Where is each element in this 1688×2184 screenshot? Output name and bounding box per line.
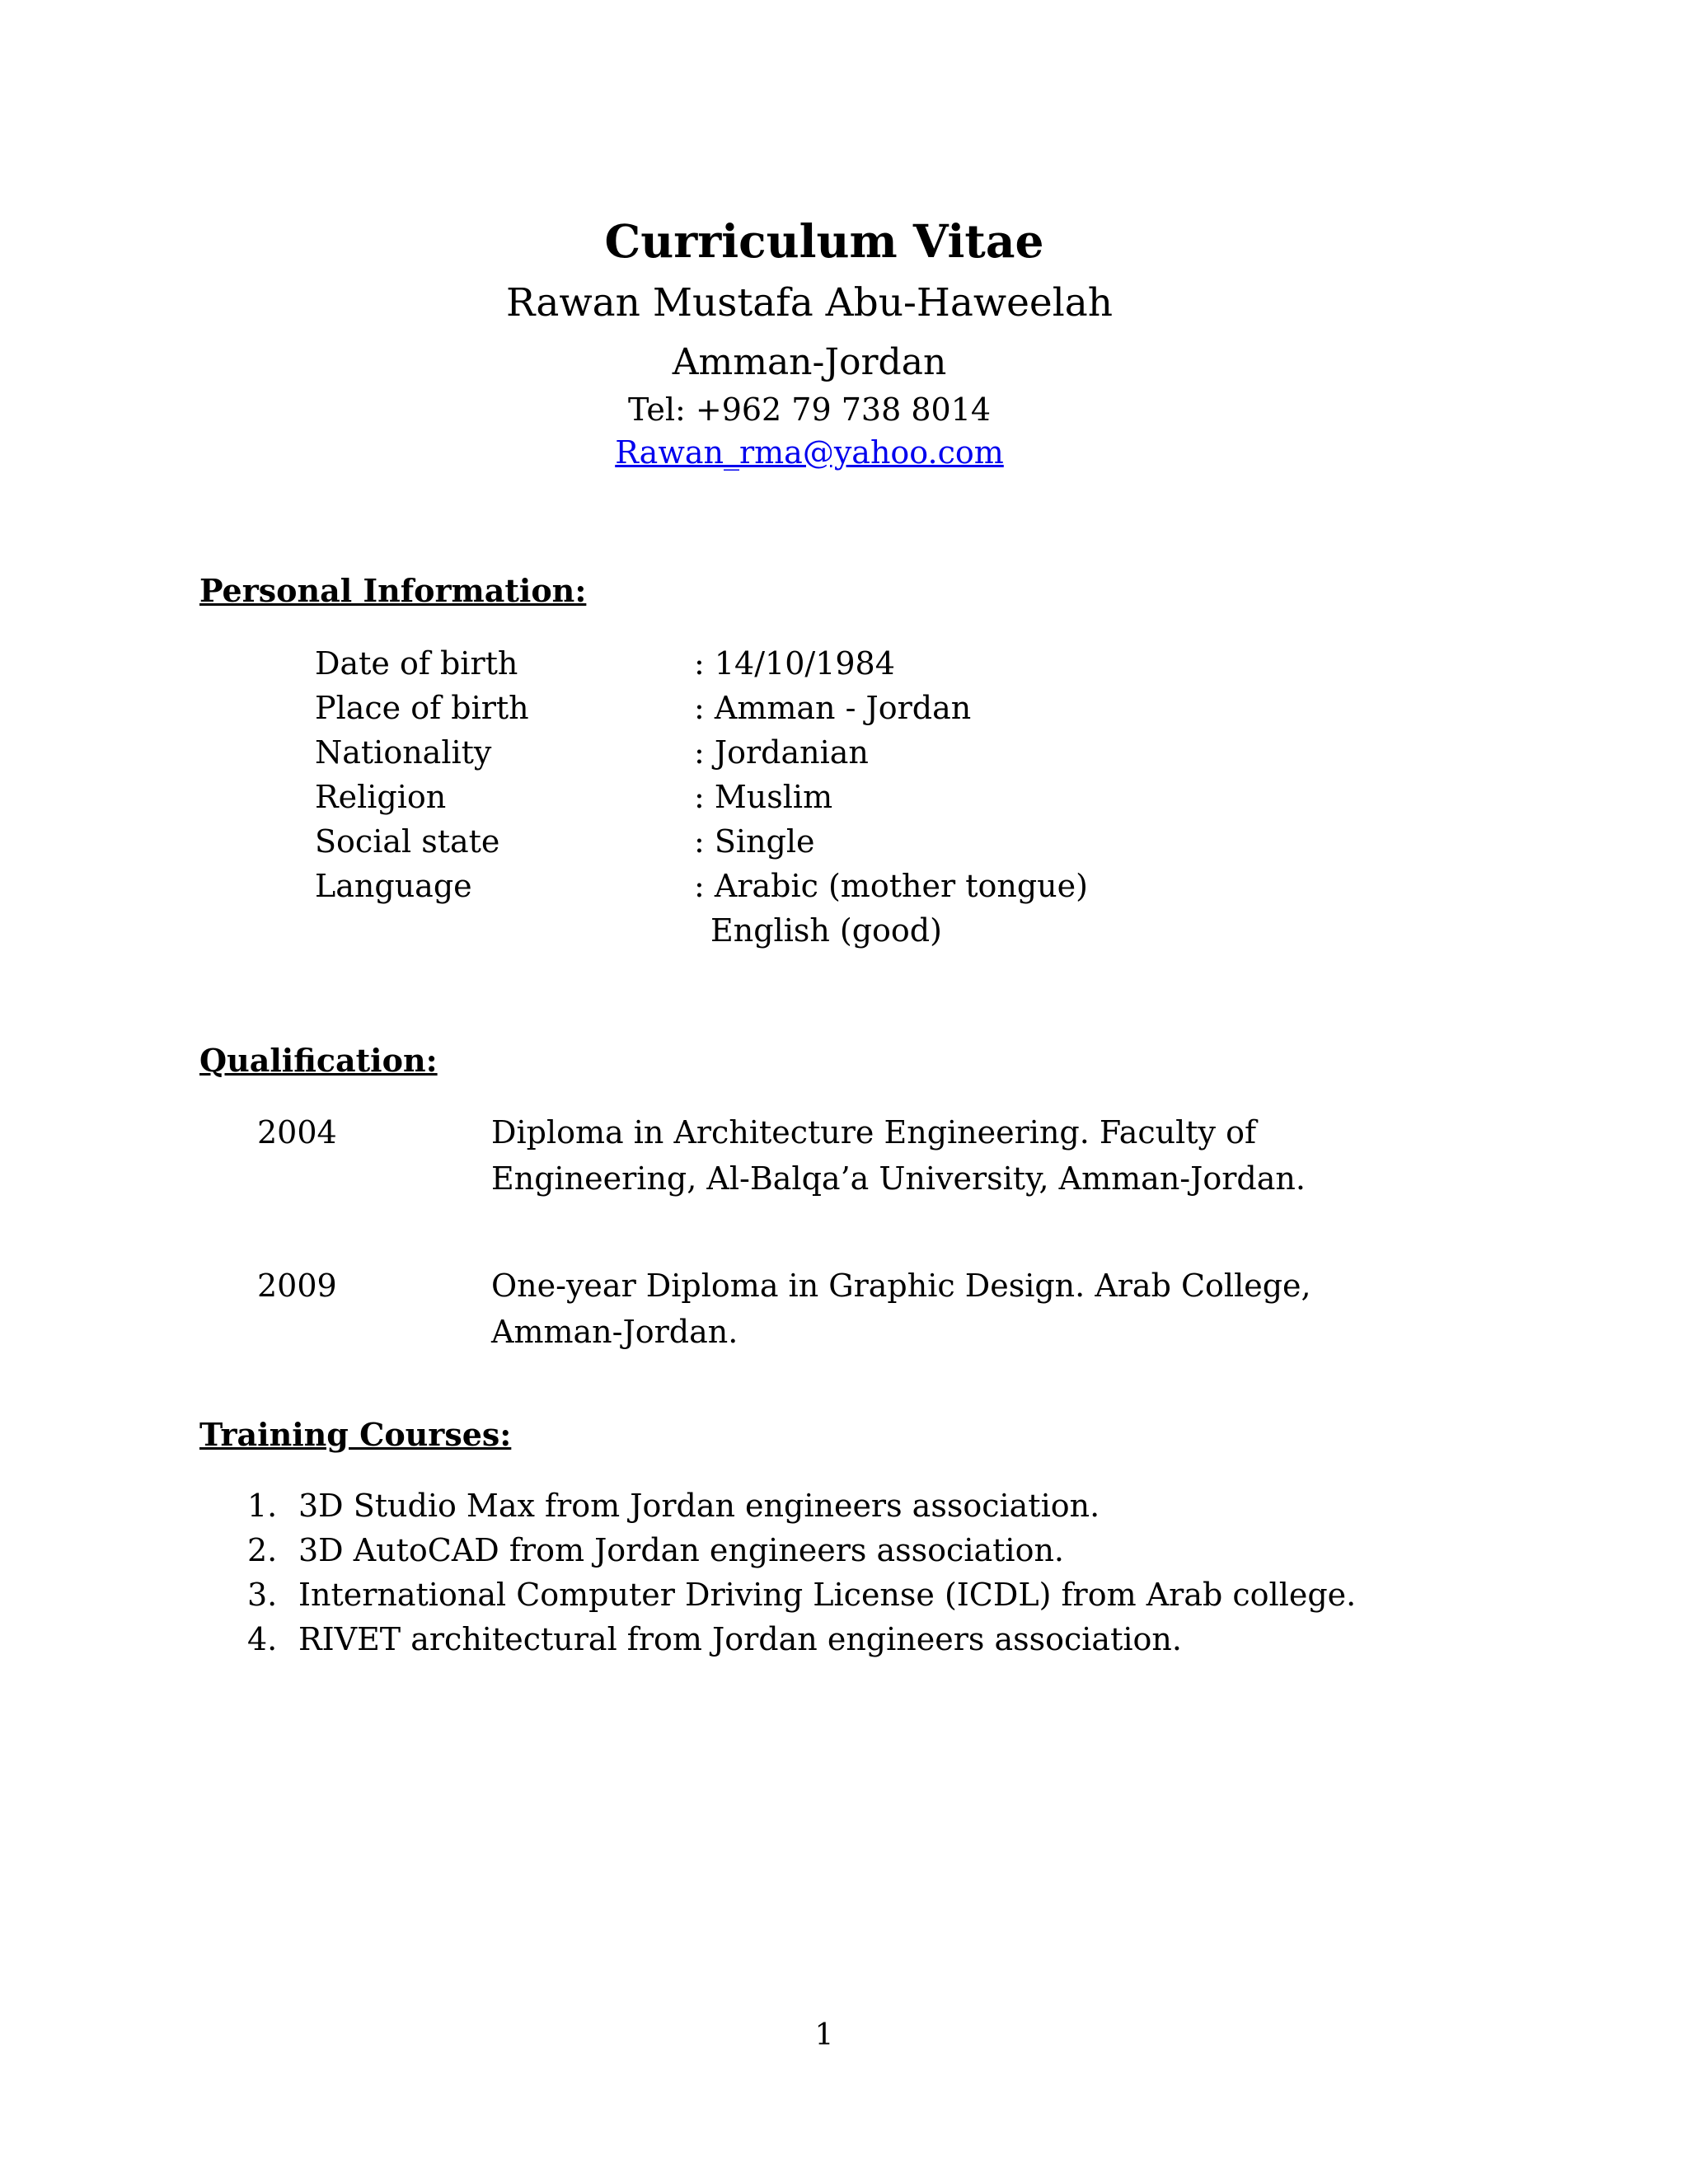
personal-info-row — [0, 686, 1688, 730]
personal-info-key: Religion — [315, 779, 447, 815]
course-number: 4. — [247, 1621, 278, 1657]
qualification-year: 2004 — [257, 1114, 337, 1151]
course-number: 2. — [247, 1532, 278, 1568]
training-course-item — [0, 1528, 1688, 1572]
personal-info-value: : Arabic (mother tongue) — [694, 868, 1088, 904]
page-number: 1 — [814, 2018, 834, 2052]
qualification-text: One-year Diploma in Graphic Design. Arab College, Amman-Jordan. — [491, 1268, 1311, 1350]
personal-info-value: : Single — [694, 823, 815, 860]
email-link[interactable]: Rawan_rma@yahoo.com — [615, 434, 1004, 471]
personal-info-row — [0, 775, 1688, 819]
email-line — [0, 432, 1653, 473]
training-course-item — [0, 1617, 1688, 1661]
course-number: 1. — [247, 1488, 278, 1524]
course-number: 3. — [247, 1577, 278, 1613]
training-heading: Training Courses: — [199, 1416, 512, 1453]
personal-info-key: Social state — [315, 823, 500, 860]
training-course-item — [0, 1483, 1688, 1528]
personal-info-value: : Amman - Jordan — [694, 690, 972, 726]
personal-info-value: : Muslim — [694, 779, 833, 815]
personal-info-key: Language — [315, 868, 472, 904]
personal-info-value: : 14/10/1984 — [694, 645, 895, 682]
personal-info-row — [0, 641, 1688, 686]
course-text: 3D Studio Max from Jordan engineers association. — [298, 1488, 1100, 1524]
course-text: RIVET architectural from Jordan engineers association. — [298, 1621, 1182, 1657]
personal-info-heading: Personal Information: — [199, 572, 587, 609]
document-title: Curriculum Vitae — [604, 214, 1044, 268]
course-text: 3D AutoCAD from Jordan engineers association. — [298, 1532, 1064, 1568]
personal-info-value: : Jordanian — [694, 734, 869, 771]
personal-info-value: English (good) — [710, 912, 942, 949]
personal-info-key: Nationality — [315, 734, 492, 771]
qualification-year: 2009 — [257, 1268, 337, 1304]
person-location: Amman-Jordan — [672, 341, 947, 383]
qualification-heading: Qualification: — [199, 1042, 438, 1079]
training-course-item — [0, 1572, 1688, 1617]
personal-info-row — [0, 908, 1688, 953]
qualification-text: Diploma in Architecture Engineering. Faculty of Engineering, Al-Balqa’a University, Amman-Jordan. — [491, 1114, 1306, 1197]
course-text: International Computer Driving License (ICDL) from Arab college. — [298, 1577, 1357, 1613]
personal-info-row — [0, 819, 1688, 864]
personal-info-key: Date of birth — [315, 645, 518, 682]
person-name: Rawan Mustafa Abu-Haweelah — [505, 280, 1114, 326]
personal-info-row — [0, 864, 1688, 908]
personal-info-key: Place of birth — [315, 690, 529, 726]
person-telephone: Tel: +962 79 738 8014 — [627, 391, 992, 428]
personal-info-row — [0, 730, 1688, 775]
